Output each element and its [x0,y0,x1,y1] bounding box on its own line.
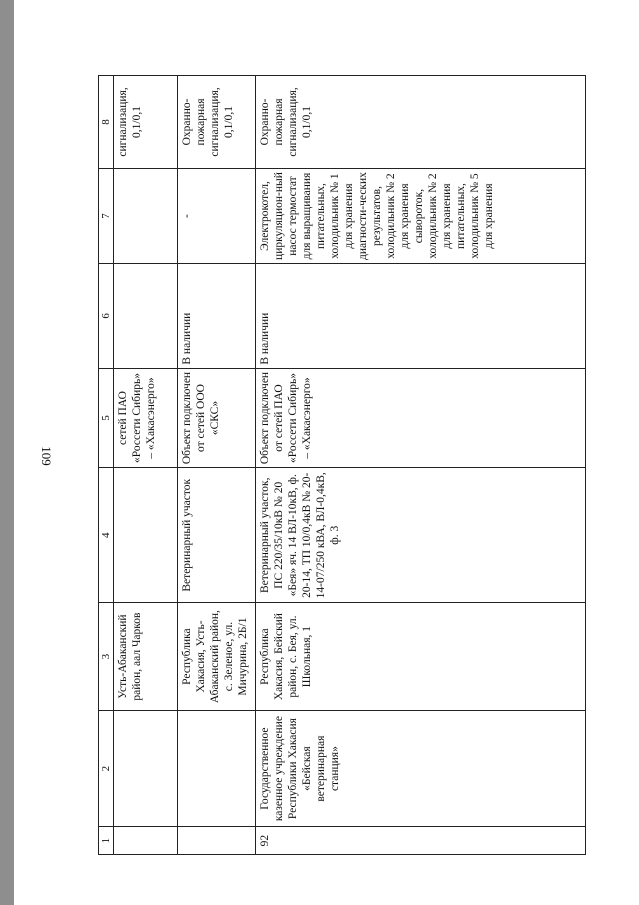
column-number: 1 [99,827,114,855]
row-number-cell [178,827,256,855]
security-cell: В наличии [256,264,586,368]
security-cell [114,264,178,368]
row-number-cell: 92 [256,827,586,855]
security-cell: В наличии [178,264,256,368]
column-number-row [99,76,114,855]
alarm-cell: Охранно-пожарная сигнализация, 0,1/0,1 [256,76,586,169]
table-row [178,76,256,855]
address-cell: Усть-Абаканский район, аал Чарков [114,603,178,711]
object-cell: Ветеринарный участок [178,468,256,603]
equipment-cell: Электрокотел, циркуляцион-ный насос термостат для выращивания питательных, холодильник № 1 для хранения диагности-ческих результатов, холодильник № 2 для хранения сывороток, холодильник № 2 для хранения питательных, холодильник № 5 для хранения [256,168,586,263]
scan-edge [0,0,14,905]
page-number: 109 [39,446,54,466]
alarm-cell: Охранно-пожарная сигнализация, 0,1/0,1 [178,76,256,169]
address-cell: Республика Хакасия, Усть-Абаканский район, с. Зеленое, ул. Мичурина, 2Б/1 [178,603,256,711]
column-number: 4 [99,468,114,603]
power-supply-cell: сетей ПАО «Россети Сибирь» – «Хакасэнерго» [114,368,178,468]
address-cell: Республика Хакасия, Бейский район, с. Бея, ул. Школьная, 1 [256,603,586,711]
organization-cell: Государственное казенное учреждение Республики Хакасия «Бейская ветеринарная станция» [256,711,586,827]
power-supply-cell: Объект подключен от сетей ПАО «Россети Сибирь» – «Хакасэнерго» [256,368,586,468]
object-cell [114,468,178,603]
alarm-cell: сигнализация, 0,1/0,1 [114,76,178,169]
object-cell: Ветеринарный участок, ПС 220/35/10кВ № 20 «Бея» яч. 14 ВЛ-10кВ, ф. 20-14, ТП 10/0,4кВ № 20-14-07/250 кВА, ВЛ-0,4кВ, ф. 3 [256,468,586,603]
equipment-cell: - [178,168,256,263]
table-row [256,76,586,855]
column-number: 7 [99,168,114,263]
table-row [114,76,178,855]
column-number: 2 [99,711,114,827]
document-scan [98,75,586,855]
organization-cell [114,711,178,827]
rotated-page [98,75,586,855]
column-number: 8 [99,76,114,169]
equipment-cell [114,168,178,263]
column-number: 5 [99,368,114,468]
row-number-cell [114,827,178,855]
column-number: 3 [99,603,114,711]
column-number: 6 [99,264,114,368]
equipment-table [98,75,586,855]
power-supply-cell: Объект подключен от сетей ООО «СКС» [178,368,256,468]
organization-cell [178,711,256,827]
